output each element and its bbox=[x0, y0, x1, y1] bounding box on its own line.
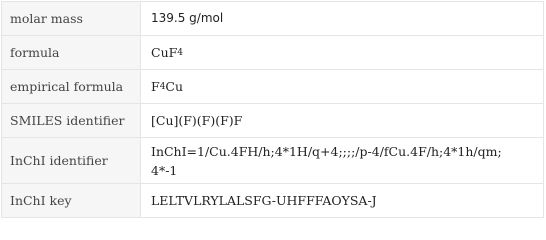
row-inchi bbox=[2, 138, 543, 184]
row-label: molar mass bbox=[2, 2, 141, 35]
row-value bbox=[141, 2, 543, 35]
smiles-value: [Cu](F)(F)(F)F bbox=[151, 113, 243, 128]
row-value: F 4 Cu bbox=[151, 79, 184, 94]
empirical-post: Cu bbox=[165, 79, 184, 94]
row-value bbox=[141, 184, 543, 217]
row-molar-mass bbox=[2, 2, 543, 36]
row-formula bbox=[2, 36, 543, 70]
empirical-pre: F bbox=[151, 79, 160, 94]
row-label: SMILES identifier bbox=[2, 104, 141, 137]
row-empirical-formula bbox=[2, 70, 543, 104]
inchi-key-value: LELTVLRYLALSFG-UHFFFAOYSA-J bbox=[151, 193, 377, 208]
row-label: empirical formula bbox=[2, 70, 141, 103]
row-smiles bbox=[2, 104, 543, 138]
row-label: InChI key bbox=[2, 184, 141, 217]
row-value bbox=[141, 138, 543, 183]
row-inchi-key bbox=[2, 184, 543, 217]
row-label: InChI identifier bbox=[2, 138, 141, 183]
inchi-line-2: 4*-1 bbox=[151, 162, 178, 178]
molar-mass-value: 139.5 g/mol bbox=[151, 11, 224, 25]
row-value: CuF 4 bbox=[151, 45, 184, 60]
properties-table bbox=[1, 1, 544, 218]
formula-main: CuF bbox=[151, 45, 178, 60]
row-label: formula bbox=[2, 36, 141, 69]
inchi-line-1: InChI=1/Cu.4FH/h;4*1H/q+4;;;;/p-4/fCu.4F/h;4*1h/qm; bbox=[151, 143, 502, 159]
row-value bbox=[141, 104, 543, 137]
